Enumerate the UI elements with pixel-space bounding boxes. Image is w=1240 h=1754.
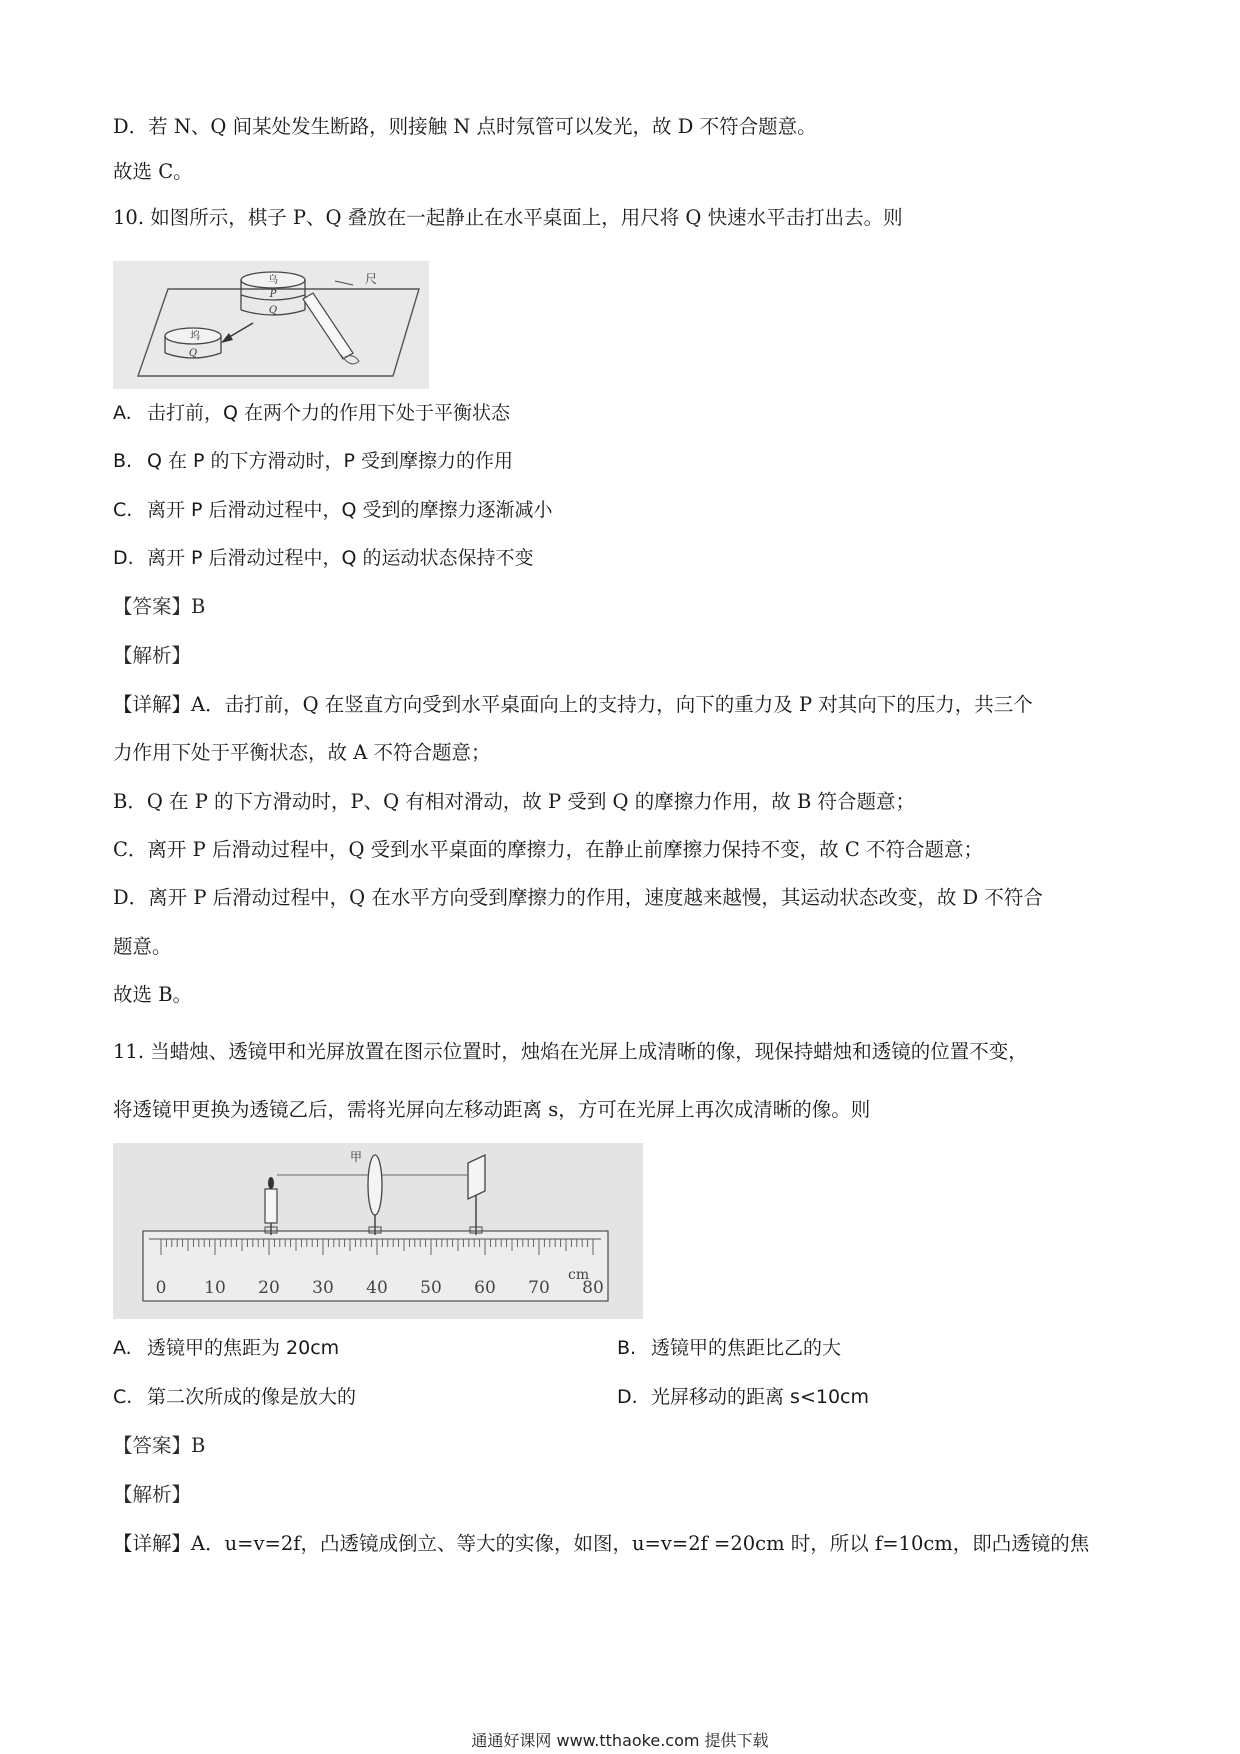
q11-option-c-text: 第二次所成的像是放大的 — [147, 1386, 357, 1408]
q10-detail-line-6: 题意。 — [113, 935, 172, 958]
ruler-numbers — [156, 1278, 604, 1298]
option-letter-b: B. — [617, 1337, 637, 1359]
q11-answer: 【答案】B — [113, 1434, 206, 1457]
q10-option-a-text: 击打前，Q 在两个力的作用下处于平衡状态 — [147, 402, 510, 424]
chess-pieces-diagram — [113, 261, 429, 389]
lens-label: 甲 — [350, 1150, 363, 1164]
q11-analysis-label: 【解析】 — [113, 1483, 192, 1506]
tick-label-60: 60 — [474, 1278, 496, 1298]
option-letter-d: D. — [113, 547, 134, 569]
option-letter-d: D. — [617, 1386, 638, 1408]
q10-option-d-text: 离开 P 后滑动过程中，Q 的运动状态保持不变 — [147, 547, 534, 569]
q10-choice: 故选 B。 — [113, 983, 193, 1006]
candle — [265, 1177, 277, 1235]
tick-label-50: 50 — [420, 1278, 442, 1298]
tick-label-40: 40 — [366, 1278, 388, 1298]
q11-option-b — [617, 1333, 841, 1363]
q10-option-b-text: Q 在 P 的下方滑动时，P 受到摩擦力的作用 — [147, 450, 514, 472]
unit-label: cm — [568, 1267, 590, 1283]
tick-label-10: 10 — [204, 1278, 226, 1298]
q9-option-d-explanation: D．若 N、Q 间某处发生断路，则接触 N 点时氖管可以发光，故 D 不符合题意。 — [113, 115, 817, 138]
figure-optical-bench — [113, 1143, 643, 1319]
tick-label-80: 80 — [582, 1278, 604, 1298]
q10-detail-line-1: 【详解】A．击打前，Q 在竖直方向受到水平桌面向上的支持力，向下的重力及 P 对其向下的压力，共三个 — [113, 693, 1033, 716]
light-screen — [468, 1155, 485, 1235]
tick-label-70: 70 — [528, 1278, 550, 1298]
q10-option-a — [113, 398, 510, 428]
q11-option-a-text: 透镜甲的焦距为 20cm — [147, 1337, 340, 1359]
q11-option-d — [617, 1382, 869, 1412]
label-top-piece: 乌 — [268, 275, 278, 286]
option-letter-c: C. — [113, 499, 133, 521]
lens-jia — [350, 1150, 382, 1235]
q11-option-a — [113, 1333, 339, 1363]
figure-chess-pieces — [113, 261, 429, 389]
q10-option-d — [113, 543, 534, 573]
q11-stem-line-2: 将透镜甲更换为透镜乙后，需将光屏向左移动距离 s，方可在光屏上再次成清晰的像。则 — [113, 1098, 871, 1121]
q11-detail-line-1: 【详解】A．u=v=2f，凸透镜成倒立、等大的实像，如图，u=v=2f =20cm 时，所以 f=10cm，即凸透镜的焦 — [113, 1532, 1090, 1555]
q10-option-b — [113, 446, 513, 476]
q11-option-b-text: 透镜甲的焦距比乙的大 — [651, 1337, 842, 1359]
tick-label-30: 30 — [312, 1278, 334, 1298]
option-letter-a: A. — [113, 402, 132, 424]
page-footer: 通通好课网 www.tthaoke.com 提供下载 — [471, 1731, 769, 1750]
option-letter-c: C. — [113, 1386, 133, 1408]
q10-analysis-label: 【解析】 — [113, 644, 192, 667]
label-ruler: 尺 — [365, 272, 378, 286]
label-p: P — [269, 289, 277, 300]
q10-stem: 10. 如图所示，棋子 P、Q 叠放在一起静止在水平桌面上，用尺将 Q 快速水平击打出去。则 — [113, 206, 903, 229]
tick-label-20: 20 — [258, 1278, 280, 1298]
q10-detail-line-5: D．离开 P 后滑动过程中，Q 在水平方向受到摩擦力的作用，速度越来越慢，其运动状态改变，故 D 不符合 — [113, 886, 1043, 909]
label-flying-piece: 坞 — [190, 331, 200, 342]
optical-bench-diagram — [113, 1143, 643, 1319]
q10-detail-line-4: C．离开 P 后滑动过程中，Q 受到水平桌面的摩擦力，在静止前摩擦力保持不变，故 C 不符合题意； — [113, 838, 983, 861]
q10-answer: 【答案】B — [113, 595, 206, 618]
q10-detail-line-2: 力作用下处于平衡状态，故 A 不符合题意； — [113, 741, 491, 764]
q11-option-c — [113, 1382, 356, 1412]
q10-option-c-text: 离开 P 后滑动过程中，Q 受到的摩擦力逐渐减小 — [147, 499, 553, 521]
label-q-stack: Q — [268, 305, 278, 316]
q9-choice: 故选 C。 — [113, 160, 193, 183]
q10-option-c — [113, 495, 553, 525]
q11-option-d-text: 光屏移动的距离 s<10cm — [651, 1386, 869, 1408]
tick-label-0: 0 — [155, 1278, 167, 1298]
q10-detail-line-3: B．Q 在 P 的下方滑动时，P、Q 有相对滑动，故 P 受到 Q 的摩擦力作用，故 B 符合题意； — [113, 790, 915, 813]
option-letter-a: A. — [113, 1337, 132, 1359]
q11-stem-line-1: 11. 当蜡烛、透镜甲和光屏放置在图示位置时，烛焰在光屏上成清晰的像，现保持蜡烛和透镜的位置不变， — [113, 1040, 1028, 1063]
option-letter-b: B. — [113, 450, 133, 472]
label-q-flying: Q — [188, 348, 198, 359]
